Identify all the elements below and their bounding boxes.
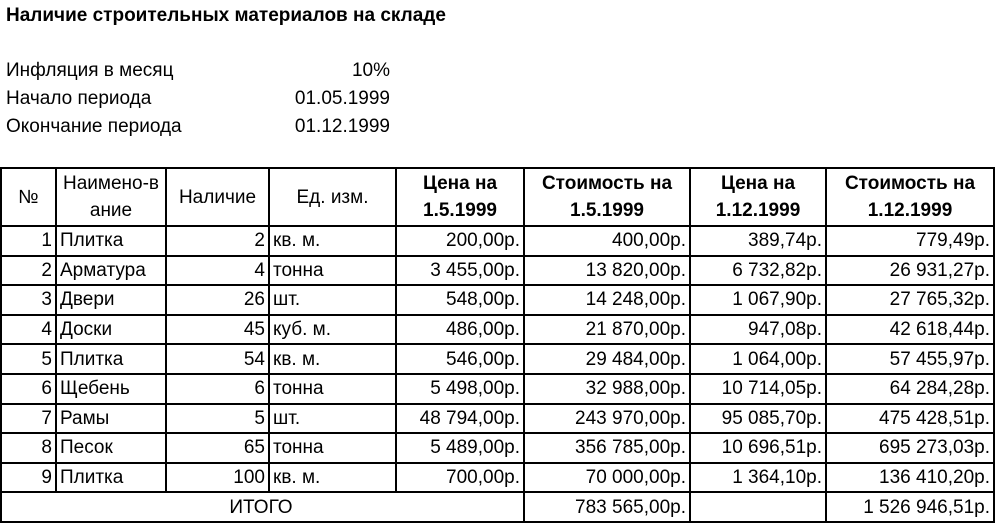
page-title: Наличие строительных материалов на складе — [6, 5, 446, 26]
cell-qty[interactable]: 6 — [166, 374, 269, 404]
cell-unit[interactable]: кв. м. — [269, 463, 396, 493]
col-header-unit[interactable]: Ед. изм. — [269, 168, 396, 226]
materials-table — [0, 167, 995, 523]
cell-name[interactable]: Арматура — [56, 256, 166, 286]
cell-name[interactable]: Песок — [56, 433, 166, 463]
param-inflation — [6, 57, 390, 85]
cell-price-start[interactable]: 548,00р. — [396, 285, 524, 315]
cell-price-end[interactable]: 389,74р. — [690, 226, 826, 256]
col-header-cost-start[interactable]: Стоимость на 1.5.1999 — [524, 168, 690, 226]
cell-price-end[interactable]: 947,08р. — [690, 315, 826, 345]
cell-cost-end[interactable]: 475 428,51р. — [826, 404, 994, 434]
cell-unit[interactable]: кв. м. — [269, 344, 396, 374]
table-body — [1, 226, 994, 522]
col-header-num[interactable]: № — [1, 168, 56, 226]
cell-num[interactable]: 6 — [1, 374, 56, 404]
param-value[interactable]: 10% — [351, 60, 390, 81]
cell-price-start[interactable]: 5 498,00р. — [396, 374, 524, 404]
cell-cost-start[interactable]: 13 820,00р. — [524, 256, 690, 286]
cell-price-start[interactable]: 546,00р. — [396, 344, 524, 374]
cell-name[interactable]: Двери — [56, 285, 166, 315]
cell-qty[interactable]: 65 — [166, 433, 269, 463]
cell-qty[interactable]: 26 — [166, 285, 269, 315]
cell-cost-start[interactable]: 70 000,00р. — [524, 463, 690, 493]
cell-cost-start[interactable]: 14 248,00р. — [524, 285, 690, 315]
cell-name[interactable]: Доски — [56, 315, 166, 345]
cell-cost-end[interactable]: 779,49р. — [826, 226, 994, 256]
cell-num[interactable]: 9 — [1, 463, 56, 493]
cell-unit[interactable]: шт. — [269, 285, 396, 315]
cell-price-end[interactable]: 95 085,70р. — [690, 404, 826, 434]
cell-cost-start[interactable]: 32 988,00р. — [524, 374, 690, 404]
table-row — [1, 256, 994, 286]
table-row — [1, 344, 994, 374]
cell-num[interactable]: 7 — [1, 404, 56, 434]
param-value[interactable]: 01.12.1999 — [294, 116, 390, 137]
table-total-row — [1, 492, 994, 522]
cell-cost-start[interactable]: 243 970,00р. — [524, 404, 690, 434]
cell-price-end[interactable]: 1 364,10р. — [690, 463, 826, 493]
cell-price-start[interactable]: 5 489,00р. — [396, 433, 524, 463]
cell-qty[interactable]: 2 — [166, 226, 269, 256]
col-header-name-label: Наимено-вание — [62, 173, 159, 221]
col-header-price-start[interactable]: Цена на 1.5.1999 — [396, 168, 524, 226]
table-row — [1, 285, 994, 315]
cell-cost-start[interactable]: 356 785,00р. — [524, 433, 690, 463]
cell-num[interactable]: 5 — [1, 344, 56, 374]
cell-price-end[interactable]: 1 067,90р. — [690, 285, 826, 315]
cell-price-end[interactable]: 10 714,05р. — [690, 374, 826, 404]
cell-name[interactable]: Щебень — [56, 374, 166, 404]
table-row — [1, 315, 994, 345]
cell-unit[interactable]: тонна — [269, 374, 396, 404]
cell-num[interactable]: 4 — [1, 315, 56, 345]
col-header-name[interactable] — [56, 168, 166, 226]
cell-qty[interactable]: 100 — [166, 463, 269, 493]
cell-price-start[interactable]: 48 794,00р. — [396, 404, 524, 434]
table-row — [1, 404, 994, 434]
cell-cost-start[interactable]: 29 484,00р. — [524, 344, 690, 374]
cell-qty[interactable]: 45 — [166, 315, 269, 345]
cell-cost-end[interactable]: 26 931,27р. — [826, 256, 994, 286]
cell-unit[interactable]: шт. — [269, 404, 396, 434]
cell-name[interactable]: Плитка — [56, 344, 166, 374]
cell-cost-start[interactable]: 400,00р. — [524, 226, 690, 256]
cell-unit[interactable]: тонна — [269, 256, 396, 286]
param-period-start — [6, 85, 390, 113]
cell-unit[interactable]: тонна — [269, 433, 396, 463]
table-row — [1, 433, 994, 463]
cell-price-end[interactable]: 1 064,00р. — [690, 344, 826, 374]
cell-cost-end[interactable]: 27 765,32р. — [826, 285, 994, 315]
cell-price-end[interactable]: 6 732,82р. — [690, 256, 826, 286]
cell-name[interactable]: Рамы — [56, 404, 166, 434]
total-price-end[interactable] — [690, 492, 826, 522]
param-label: Начало периода — [6, 88, 152, 109]
cell-cost-end[interactable]: 64 284,28р. — [826, 374, 994, 404]
cell-price-start[interactable]: 700,00р. — [396, 463, 524, 493]
cell-num[interactable]: 8 — [1, 433, 56, 463]
cell-cost-end[interactable]: 57 455,97р. — [826, 344, 994, 374]
table-row — [1, 463, 994, 493]
table-row — [1, 226, 994, 256]
total-cost-end[interactable]: 1 526 946,51р. — [826, 492, 994, 522]
cell-qty[interactable]: 4 — [166, 256, 269, 286]
cell-num[interactable]: 3 — [1, 285, 56, 315]
cell-cost-end[interactable]: 42 618,44р. — [826, 315, 994, 345]
cell-cost-end[interactable]: 136 410,20р. — [826, 463, 994, 493]
cell-qty[interactable]: 54 — [166, 344, 269, 374]
table-row — [1, 374, 994, 404]
cell-name[interactable]: Плитка — [56, 463, 166, 493]
col-header-cost-end[interactable]: Стоимость на 1.12.1999 — [826, 168, 994, 226]
cell-unit[interactable]: куб. м. — [269, 315, 396, 345]
cell-cost-start[interactable]: 21 870,00р. — [524, 315, 690, 345]
cell-price-end[interactable]: 10 696,51р. — [690, 433, 826, 463]
cell-cost-end[interactable]: 695 273,03р. — [826, 433, 994, 463]
cell-name[interactable]: Плитка — [56, 226, 166, 256]
cell-qty[interactable]: 5 — [166, 404, 269, 434]
col-header-qty[interactable]: Наличие — [166, 168, 269, 226]
param-label: Инфляция в месяц — [6, 60, 174, 81]
col-header-price-end[interactable]: Цена на 1.12.1999 — [690, 168, 826, 226]
table-header-row — [1, 168, 994, 226]
cell-price-start[interactable]: 200,00р. — [396, 226, 524, 256]
total-cost-start[interactable]: 783 565,00р. — [524, 492, 690, 522]
cell-num[interactable]: 2 — [1, 256, 56, 286]
cell-price-start[interactable]: 3 455,00р. — [396, 256, 524, 286]
param-label: Окончание периода — [6, 116, 182, 137]
cell-unit[interactable]: кв. м. — [269, 226, 396, 256]
cell-num[interactable]: 1 — [1, 226, 56, 256]
param-period-end — [6, 113, 390, 141]
cell-price-start[interactable]: 486,00р. — [396, 315, 524, 345]
total-label[interactable]: ИТОГО — [1, 492, 524, 522]
param-value[interactable]: 01.05.1999 — [294, 88, 390, 109]
